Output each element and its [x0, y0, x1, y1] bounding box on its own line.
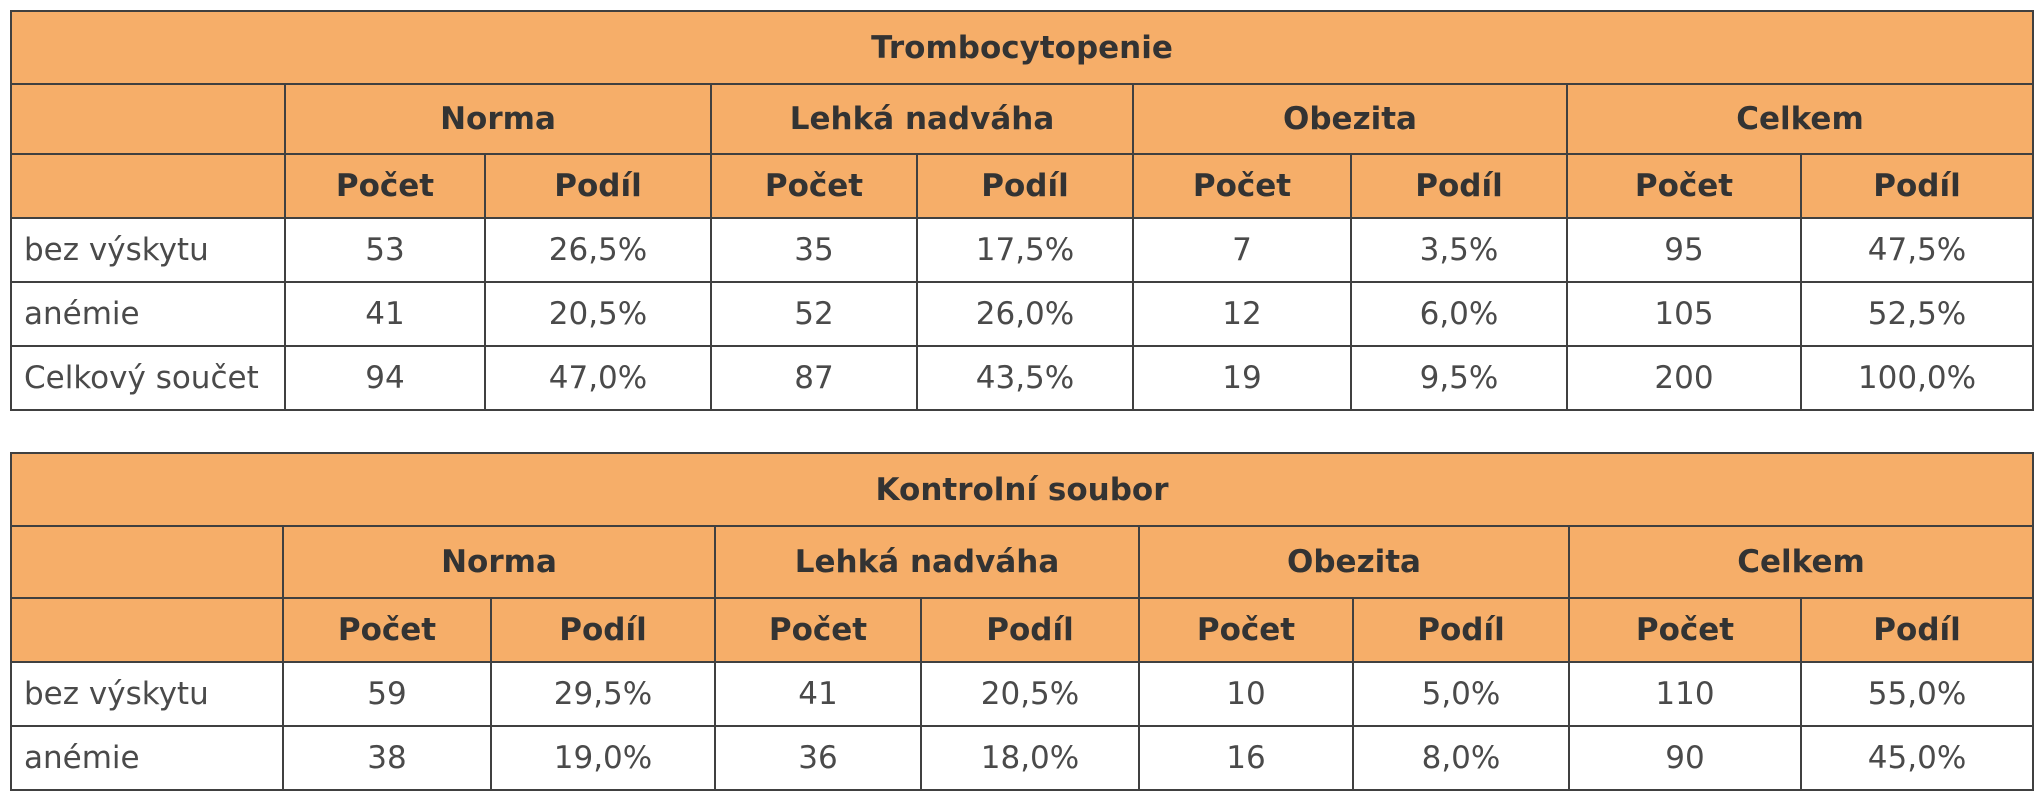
table-kontrolni-soubor — [10, 452, 2034, 791]
subheader-cell: Podíl — [1353, 598, 1569, 662]
group-header-norma: Norma — [285, 84, 711, 154]
subheader-cell: Počet — [285, 154, 485, 218]
data-cell: 5,0% — [1353, 662, 1569, 726]
data-cell: 41 — [285, 282, 485, 346]
corner-cell — [11, 154, 285, 218]
group-header-norma: Norma — [283, 526, 715, 598]
data-cell: 29,5% — [491, 662, 715, 726]
data-cell: 19,0% — [491, 726, 715, 790]
data-cell: 3,5% — [1351, 218, 1567, 282]
data-cell: 52,5% — [1801, 282, 2033, 346]
data-cell: 12 — [1133, 282, 1351, 346]
table-row — [11, 218, 2033, 282]
data-cell: 53 — [285, 218, 485, 282]
group-header-lehka-nadvaha: Lehká nadváha — [715, 526, 1139, 598]
data-cell: 20,5% — [921, 662, 1139, 726]
row-label: Celkový součet — [11, 346, 285, 410]
group-header-lehka-nadvaha: Lehká nadváha — [711, 84, 1133, 154]
data-cell: 16 — [1139, 726, 1353, 790]
data-cell: 35 — [711, 218, 917, 282]
subheader-cell: Podíl — [1801, 154, 2033, 218]
row-label: anémie — [11, 726, 283, 790]
row-label: bez výskytu — [11, 662, 283, 726]
data-cell: 38 — [283, 726, 491, 790]
data-cell: 41 — [715, 662, 921, 726]
table-trombocytopenie — [10, 10, 2034, 411]
data-cell: 26,0% — [917, 282, 1133, 346]
data-cell: 94 — [285, 346, 485, 410]
subheader-cell: Podíl — [491, 598, 715, 662]
data-cell: 47,0% — [485, 346, 711, 410]
data-cell: 100,0% — [1801, 346, 2033, 410]
data-cell: 19 — [1133, 346, 1351, 410]
data-cell: 18,0% — [921, 726, 1139, 790]
data-cell: 110 — [1569, 662, 1801, 726]
subheader-cell: Počet — [283, 598, 491, 662]
table-row — [11, 346, 2033, 410]
subheader-cell: Podíl — [1801, 598, 2033, 662]
subheader-cell: Počet — [711, 154, 917, 218]
data-cell: 87 — [711, 346, 917, 410]
subheader-cell: Počet — [1567, 154, 1801, 218]
data-cell: 36 — [715, 726, 921, 790]
data-cell: 105 — [1567, 282, 1801, 346]
data-cell: 95 — [1567, 218, 1801, 282]
subheader-cell: Počet — [1569, 598, 1801, 662]
table-row — [11, 282, 2033, 346]
data-cell: 17,5% — [917, 218, 1133, 282]
subheader-cell: Počet — [1139, 598, 1353, 662]
data-cell: 8,0% — [1353, 726, 1569, 790]
data-cell: 7 — [1133, 218, 1351, 282]
data-cell: 9,5% — [1351, 346, 1567, 410]
group-header-celkem: Celkem — [1569, 526, 2033, 598]
data-cell: 6,0% — [1351, 282, 1567, 346]
data-cell: 20,5% — [485, 282, 711, 346]
table-title: Trombocytopenie — [11, 11, 2033, 84]
table-row — [11, 726, 2033, 790]
row-label: anémie — [11, 282, 285, 346]
subheader-cell: Podíl — [917, 154, 1133, 218]
subheader-cell: Podíl — [921, 598, 1139, 662]
data-cell: 200 — [1567, 346, 1801, 410]
table-row — [11, 662, 2033, 726]
data-cell: 47,5% — [1801, 218, 2033, 282]
corner-cell — [11, 84, 285, 154]
group-header-obezita: Obezita — [1139, 526, 1569, 598]
corner-cell — [11, 526, 283, 598]
subheader-cell: Počet — [715, 598, 921, 662]
data-cell: 45,0% — [1801, 726, 2033, 790]
data-cell: 90 — [1569, 726, 1801, 790]
data-cell: 10 — [1139, 662, 1353, 726]
data-cell: 59 — [283, 662, 491, 726]
data-cell: 52 — [711, 282, 917, 346]
data-cell: 26,5% — [485, 218, 711, 282]
group-header-celkem: Celkem — [1567, 84, 2033, 154]
corner-cell — [11, 598, 283, 662]
data-cell: 55,0% — [1801, 662, 2033, 726]
subheader-cell: Podíl — [485, 154, 711, 218]
row-label: bez výskytu — [11, 218, 285, 282]
subheader-cell: Počet — [1133, 154, 1351, 218]
data-cell: 43,5% — [917, 346, 1133, 410]
group-header-obezita: Obezita — [1133, 84, 1567, 154]
subheader-cell: Podíl — [1351, 154, 1567, 218]
table-title: Kontrolní soubor — [11, 453, 2033, 526]
